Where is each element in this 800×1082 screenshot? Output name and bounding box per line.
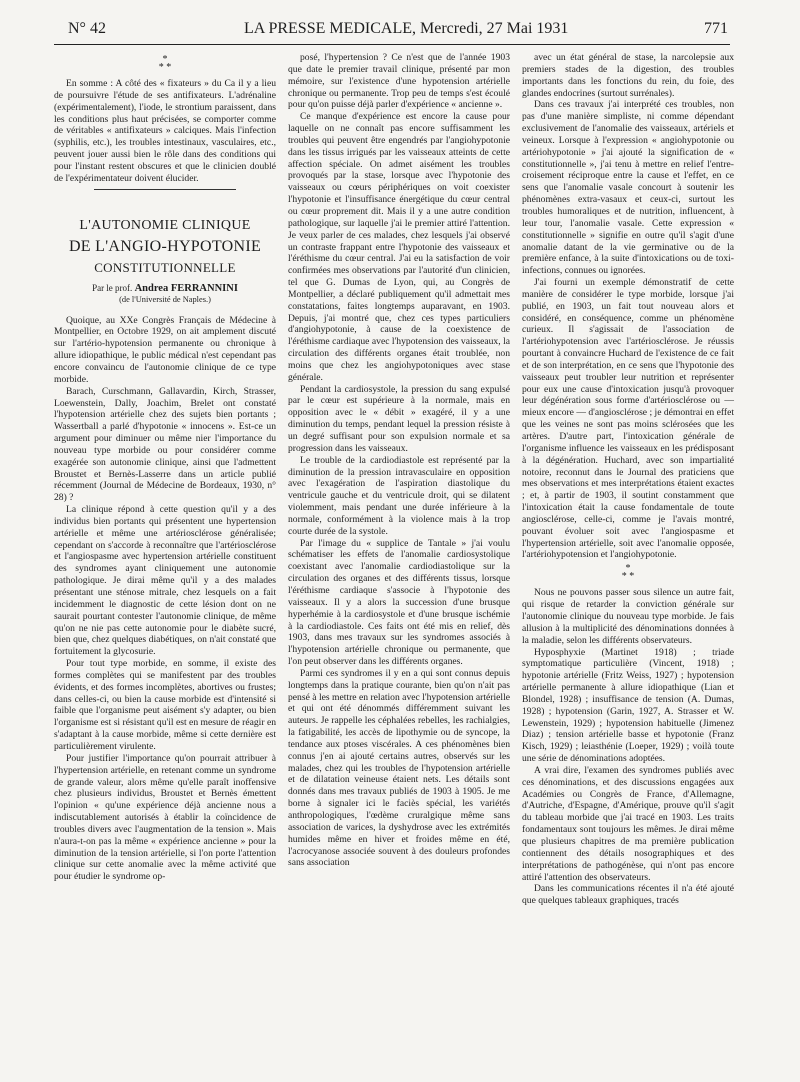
paragraph: Pendant la cardiosystole, la pression du sang expulsé par le cœur est supérieure à la normale, mais en opposition avec le « débit » exagéré, il y a une diminution du temps, pendant lequel la pression résiste à un degré suffisant pour son expulsion normale et sa progression dans les vaisseaux.: [288, 383, 510, 454]
paragraph: Nous ne pouvons passer sous silence un autre fait, qui risque de retarder la conviction générale sur l'autonomie clinique du nouveau type morbide. Je fais allusion à la multiplicité des dénominations données à la maladie, selon les différents observateurs.: [522, 587, 734, 646]
paragraph: posé, l'hypertension ? Ce n'est que de l'année 1903 que date le premier travail clinique, présenté par mon mémoire, sur l'existence d'une hypotension artérielle chronique ou permanente. Trop peu de temps s'est écoulé pour qu'on puisse déjà parler d'expérience « ancienne ».: [288, 52, 510, 111]
paragraph: avec un état général de stase, la narcolepsie aux premiers stades de la digestion, des troubles importants dans les fonctions du rein, du foie, des glandes endocrines (surtout surrénales).: [522, 52, 734, 99]
issue-number: N° 42: [68, 20, 106, 37]
journal-title: LA PRESSE MEDICALE, Mercredi, 27 Mai 1931: [244, 20, 569, 37]
column-2: [288, 52, 510, 869]
asterism-bottom: * *: [621, 571, 635, 583]
paragraph: Pour justifier l'importance qu'on pourrait attribuer à l'hypertension artérielle, en retenant comme un syndrome de grande valeur, alors même qu'elle paraît inoffensive chez plusieurs individus, Broustet et Bernès émettent l'opinion « qu'une expérience déjà ancienne nous a indiscutablement autorisés à établir la coïncidence de troubles divers avec l'augmentation de la tension ». Mais n'aura-t-on pas la même « expérience ancienne » pour la diminution de la tension artérielle, si l'on porte l'attention clinique sur cette anomalie avec la même activité que pour étudier le syndrome op-: [54, 752, 276, 883]
paragraph: Ce manque d'expérience est encore la cause pour laquelle on ne connaît pas encore suffisamment les troubles qui peuvent être engendrés par l'angiohypotonie dans les tissus irrigués par les vaisseaux atteints de cette affection spéciale. On admet aisément les troubles provoqués par la stase, lorsque avec l'hypotonie des vaisseaux ou cœurs périphériques on voit coexister l'hypotonie et l'insuffisance énergétique du cœur central ou cœur proprement dit. Mais il y a une autre condition pathologique, sur laquelle j'ai le premier attiré l'attention. Je veux parler de ces malades, chez lesquels j'ai observé un contraste frappant entre l'hypotonie des vaisseaux et l'éréthisme du cœur central. J'ai eu la satisfaction de voir confirmées mes observations par l'autorité d'un clinicien, tel que G. Dumas de Lyon, qui, au Congrès de Montpellier, a déclaré publiquement qu'il admettait mes constatations, faites longtemps auparavant, en 1903. Depuis, j'ai montré que, chez ces types particuliers d'angiohypotonie, à cause de la coexistence de l'éréthisme cardiaque avec l'hypotension des vaisseaux, la circulation des différents organes était troublée, non moins que chez les angiohypotoniques avec stase générale.: [288, 111, 510, 383]
byline: [54, 282, 276, 295]
paragraph: Hyposphyxie (Martinet 1918) ; triade symptomatique particulière (Vincent, 1918) ; hypotonie artérielle (Fritz Weiss, 1927) ; hypotension artérielle permanente à allure idiopathique (Lian et Blondel, 1928) ; insuffisance de tension (A. Dumas, 1928) ; hypotension (Garin, 1927, A. Strasser et W. Lewenstein, 1929) ; hypotension habituelle (Jimenez Diaz) ; tension artérielle basse et hypotonie (Franz Kisch, 1929) ; leiasthénie (Loeper, 1929) ; voilà toute une série de dénominations adoptées.: [522, 646, 734, 765]
paragraph: A vrai dire, l'examen des syndromes publiés avec ces dénominations, et des discussions engagées aux Académies ou Congrès de France, d'Allemagne, d'Autriche, d'Espagne, d'Amérique, prouve qu'il s'agit du tableau morbide que j'ai tracé en 1903. Les traits fondamentaux sont toujours les mêmes. Je dirai même que plusieurs chapitres de ma première publication contiennent des détails nosographiques et des interprétations de pathogénèse, qui n'ont pas encore attiré l'attention des observateurs.: [522, 764, 734, 883]
paragraph: Barach, Curschmann, Gallavardin, Kirch, Strasser, Loewenstein, Dally, Joachim, Brelet ont constaté l'hypotension artérielle chez des sujets bien portants ; Wassertball a parlé d'hypotonie « innocens ». Est-ce un argument pour diminuer ou même nier l'importance du nouveau type morbide ou pour considérer comme exagérée son autonomie clinique, ainsi que l'admettent Broustet et Bernès-Lasserre dans un article publié récemment (Journal de Médecine de Bordeaux, 1930, n° 28) ?: [54, 385, 276, 504]
asterism: [522, 565, 734, 581]
article-title-line-1: L'AUTONOMIE CLINIQUE: [79, 217, 251, 233]
column-3: [522, 52, 734, 907]
paragraph: Pour tout type morbide, en somme, il existe des formes complètes qui se manifestent par des troubles évidents, et des formes incomplètes, abortives ou frustes; dans celles-ci, ou bien la cause morbide est d'intensité si faible que l'organisme peut aisément s'y adapter, ou bien l'organisme est si résistant qu'il est en mesure de réagir en s'adaptant à la cause morbide, même si cette dernière est particulièrement virulente.: [54, 658, 276, 752]
byline-prefix: Par le prof.: [92, 282, 133, 293]
author-name: Andrea FERRANNINI: [134, 282, 238, 294]
closing-paragraph: En somme : A côté des « fixateurs » du Ca il y a lieu de poursuivre l'étude de ses antifixateurs. L'adrénaline (expérimentalement), l'iode, le strontium paraissent, dans les conditions plus haut précisées, se comporter comme de véritables « antifixateurs » calciques. Mais l'infection (syphilis, etc.), les troubles intestinaux, vasculaires, etc., peuvent jouer aussi bien le rôle dans des conditions qui pour l'instant restent obscures et que le clinicien doublé de l'expérimentateur doivent élucider.: [54, 78, 276, 184]
paragraph: Quoique, au XXe Congrès Français de Médecine à Montpellier, en Octobre 1929, on ait amplement discuté sur l'artério-hypotension permanente ou chronique à allure idiopathique, le public médical n'est cependant pas encore convaincu de l'autonomie clinique de ce type morbide.: [54, 314, 276, 385]
paragraph: J'ai fourni un exemple démonstratif de cette manière de considérer le type morbide, lorsque j'ai publié, en 1903, un fait tout nouveau alors et considéré, en conséquence, comme un phénomène curieux. Il s'agissait de l'association de l'artériohypotension avec l'artériosclérose. Je réussis pourtant à convaincre Huchard de l'existence de ce fait et de son interprétation, en ce sens que l'hypotonie des vaisseaux peut troubler leur nutrition et représenter pour eux une cause d'intoxication jusqu'à provoquer leur dégénération sous forme d'artériosclérose ou — mieux encore — d'angiosclérose ; je démontrai en effet que les veines ne sont pas moins sclérosées que les artères. D'autre part, l'intoxication générale de l'organisme influence les vaisseaux en les prédisposant à la dégénération. Huchard, avec son impartialité notoire, reconnut dans le Journal des praticiens que mes observations et mes interprétations étaient exactes ; et, à partir de 1903, il soutint constamment que l'intoxication était la cause fondamentale de toute angiosclérose, celle-ci, comme je l'avais montré, pouvant évoluer soit avec l'angiospasme et l'hypertension artérielle, soit avec l'anomalie opposée, l'artériohypotension et l'angiohypotonie.: [522, 277, 734, 561]
author-affiliation: (de l'Université de Naples.): [119, 294, 211, 304]
paragraph: La clinique répond à cette question qu'il y a des individus bien portants qui présentent une hypertension artérielle et même une artériosclérose généralisée; cependant on s'accorde à reconnaître que l'artériosclérose et l'angiospasme avec hypertension artérielle constituent des syndromes ayant cliniquement une autonomie pathologique. Je dirai même qu'il y a des malades présentant une sténose mitrale, chez lesquels on a fait incidemment le diagnostic de cette lésion dont on ne saurait pourtant contester l'autonomie clinique, de même qu'on ne nie pas cette autonomie pour le diabète sucré, bien que, chez quelques diabétiques, on n'ait constaté que fortuitement la glycosurie.: [54, 504, 276, 658]
article-heading: [54, 216, 276, 305]
paragraph: Parmi ces syndromes il y en a qui sont connus depuis longtemps dans la pratique courante, bien qu'on n'ait pas pensé à les mettre en relation avec l'hypotension artérielle et qui ont été dénommés différemment suivant les auteurs. Je rappelle les céphalées rebelles, les rachialgies, la fatigabilité, les accès de lipothymie ou de syncope, la tendance aux ptoses viscérales. A ces phénomènes bien connus j'en ai ajouté certains autres, observés sur les malades, chez qui les troubles de l'hypotension artérielle et de dilatation veineuse étaient nets. Les détails sont donnés dans mes travaux publiés de 1903 à 1905. Je me borne à signaler ici le faciès spécial, les variétés anthropologiques, l'œdème cruralgique même sans association de varices, la dyshydrose avec les extrémités humides même en hiver et froides même en été, l'acrocyanose associée souvent à des douleurs profondes sans association: [288, 667, 510, 869]
article-title-line-3: CONSTITUTIONNELLE: [94, 259, 236, 275]
asterism-top: *: [625, 563, 631, 575]
column-1: [54, 52, 276, 883]
page-number: 771: [704, 20, 728, 37]
paragraph: Dans les communications récentes il n'a été ajouté que quelques tableaux graphiques, tracés: [522, 883, 734, 907]
article-separator: [94, 189, 236, 190]
asterism-top: *: [162, 54, 168, 65]
paragraph: Dans ces travaux j'ai interprété ces troubles, non pas d'une manière simpliste, ni comme dépendant exclusivement de l'anomalie des vaisseaux, artériels et veineux. Lorsque à l'expression « angiohypotonie ou artériohypotonie » j'ai ajouté la signification de « constitutionnelle », j'ai tenu à mettre en relief l'entre-croisement réciproque entre la cause et l'effet, en ce sens que l'anomalie vasale concourt à soutenir les phénomènes extra-vasaux et ceux-ci, surtout les troubles humoraliques et de nutrition, influencent, à leur tour, l'anomalie vasale. Cette expression « constitutionnelle » signifie en outre qu'il s'agit d'une anomalie datant de la vie germinative ou de la première enfance, à la suite d'intoxications ou de toxi-infections, connues ou ignorées.: [522, 99, 734, 277]
running-header: [68, 20, 728, 42]
asterism-bottom: * *: [158, 62, 172, 73]
article-title-line-2: DE L'ANGIO-HYPOTONIE: [68, 237, 262, 255]
asterism: [54, 56, 276, 72]
paragraph: Le trouble de la cardiodiastole est représenté par la diminution de la pression intravasculaire en opposition avec l'exagération de l'aspiration diastolique du ventricule gauche et du ventricule droit, qui se dilatent violemment, mais pendant une durée inférieure à la normale, conformément à la violence mais à la trop courte durée de la systole.: [288, 454, 510, 537]
paragraph: Par l'image du « supplice de Tantale » j'ai voulu schématiser les effets de l'anomalie cardiosystolique coexistant avec l'anomalie cardiodiastolique sur la circulation des organes et des différents tissus, lorsque l'éréthisme cardiaque s'associe à l'hypotonie des vaisseaux. Il y a alors la succession d'une brusque hyperhémie à la cardiosystole et d'une brusque ischémie à la cardiodiastole. Ces faits ont été mis en relief, dès 1903, dans mes travaux sur les syndromes associés à l'hypotension artérielle chronique ou permanente, que l'on peut observer dans les différents organes.: [288, 537, 510, 668]
header-rule: [54, 44, 730, 45]
